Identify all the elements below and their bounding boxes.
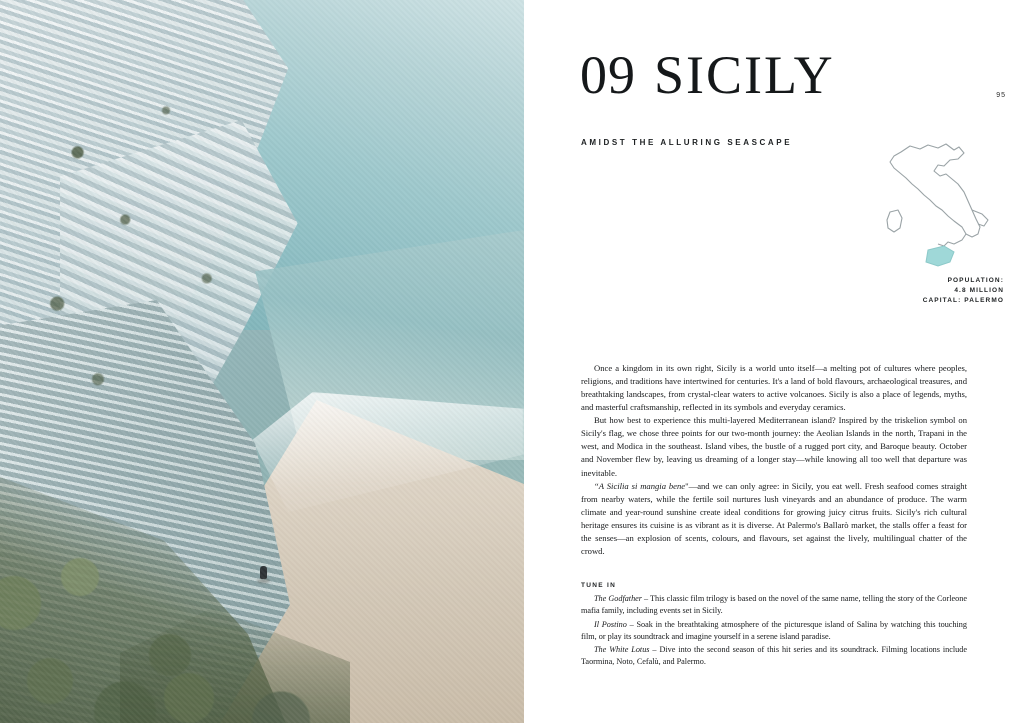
tune-in-kicker: TUNE IN [581,582,617,589]
chapter-subtitle: AMIDST THE ALLURING SEASCAPE [581,138,793,147]
tune-in-entry [581,644,967,669]
tune-in-text: – Dive into the second season of this hit series and its soundtrack. Filming locations include Taormina, Noto, Cefalù, and Palermo. [581,645,967,667]
tune-in-section [581,582,967,669]
tune-in-title: The White Lotus [594,645,650,655]
tune-in-entry [581,593,967,618]
region-facts [824,276,1004,306]
chapter-name: SICILY [654,45,835,105]
person-on-beach [260,566,267,579]
italic-phrase-text: A Sicilia si mangia bene [598,480,686,491]
body-copy [581,362,967,558]
tune-in-text: – Soak in the breathtaking atmosphere of the picturesque island of Salina by watching this touching film, or play its soundtrack and imagine yourself in a serene island paradise. [581,619,967,641]
tune-in-text: – This classic film trilogy is based on the novel of the same name, telling the story of the Corleone mafia family, including events set in Sicily. [581,594,967,616]
population-line-label: POPULATION: [947,277,1004,284]
tune-in-title: Il Postino [594,619,627,629]
body-paragraph-3 [581,480,967,558]
page-title [580,45,835,105]
right-page-text [524,0,1024,723]
tune-in-entry [581,619,967,644]
vegetation-tufts [30,60,370,480]
tune-in-title: The Godfather [594,594,642,603]
capital-line: CAPITAL: PALERMO [922,297,1004,305]
body-paragraph-1: Once a kingdom in its own right, Sicily is a world unto itself—a melting pot of cultures where peoples, religions, and traditions have intertwined for centuries. It's a land of bold flavours, archaeological treasures, and breathtaking landscapes, from crystal-clear waters to active volcanoes. Sicily is also a place of legends, myths, and masterful craftsmanship, reflected in its symbols and everyday ceramics. [581,363,967,413]
population-line-value: 4.8 MILLION [954,287,1004,295]
italic-phrase: “A Sicilia si mangia bene [594,480,686,491]
italy-map [854,140,1004,280]
body-paragraph-2: But how best to experience this multi-layered Mediterranean island? Inspired by the triskelion symbol on Sicily's flag, we chose three points for our two-month journey: the Aeolian Islands in the north, Trapani in the west, and Modica in the southeast. Island vibes, the bustle of a rugged port city, and Baroque beauty. October and November flew by, leaving us dreaming of a longer stay—while knowing all too well that departure was inevitable. [581,415,967,478]
body-paragraph-3-rest: "—and we can only agree: in Sicily, you eat well. Fresh seafood comes straight from nearby waters, while the fertile soil nurtures lush vineyards and an abundance of produce. The warm climate and year-round sunshine create ideal conditions for growing juicy citrus fruits. Sicily's rich cultural heritage ensures its cuisine is as vibrant as it is diverse. At Palermo's Ballarò market, the stalls offer a feast for the senses—an explosion of scents, colours, and flavours, set against the lively, multilingual chatter of the crowd. [581,480,967,556]
chapter-number: 09 [580,45,636,105]
page-number: 95 [996,92,1006,99]
italy-map-outline-icon [854,140,1004,280]
